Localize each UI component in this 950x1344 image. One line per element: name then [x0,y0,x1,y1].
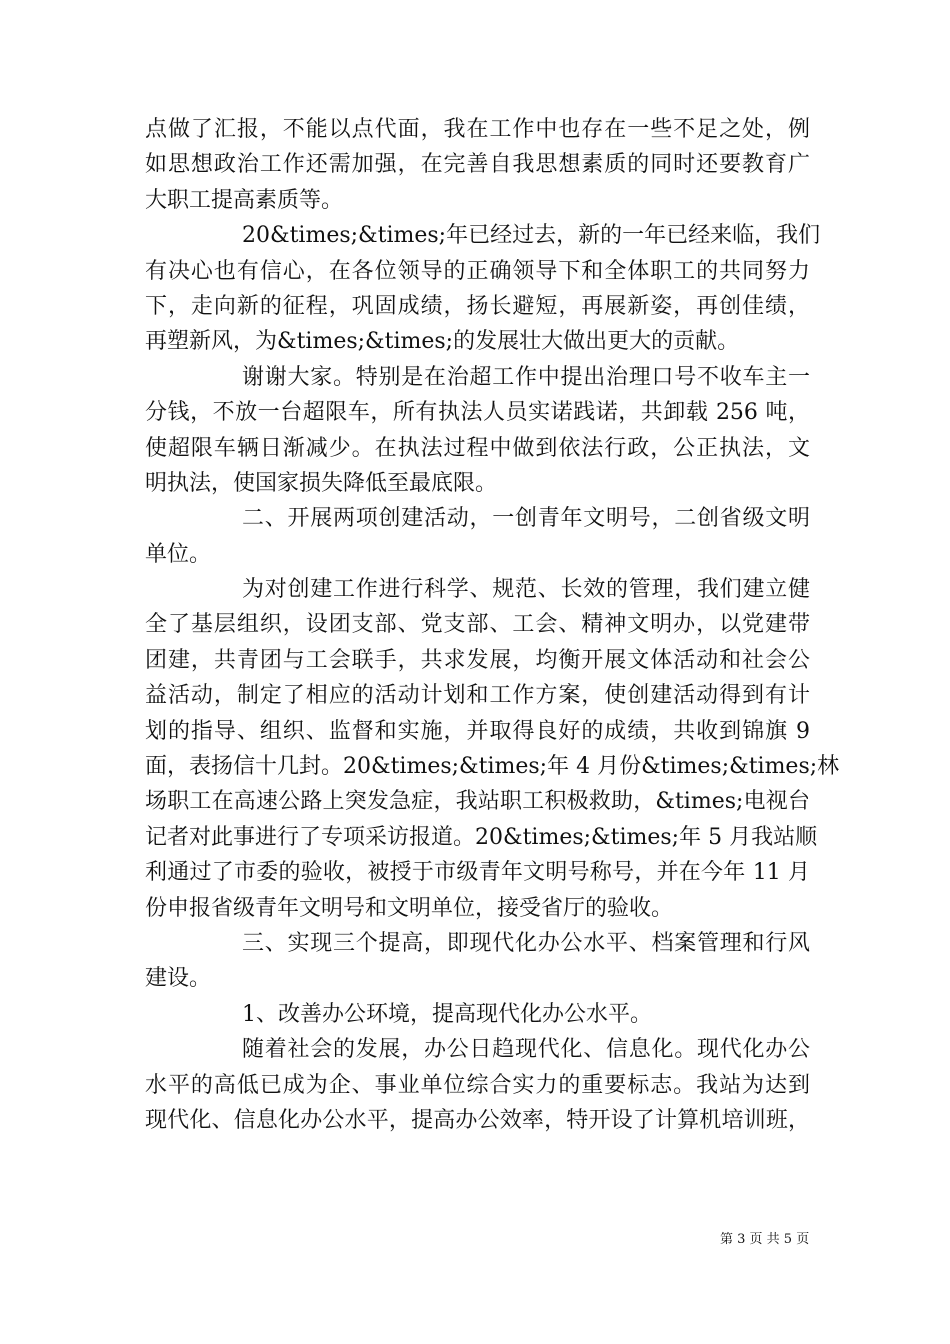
text-line: 明执法，使国家损失降低至最底限。 [145,470,498,496]
text-line: 建设。 [145,966,212,992]
text-line: 份申报省级青年文明号和文明单位，接受省厅的验收。 [145,895,674,921]
text-line: 现代化、信息化办公水平，提高办公效率，特开设了计算机培训班， [145,1107,810,1133]
text-line: 三、实现三个提高，即现代化办公水平、档案管理和行风 [242,930,810,956]
text-line: 利通过了市委的验收，被授于市级青年文明号称号，并在今年 11 月 [145,860,810,886]
page-footer: 第 3 页 共 5 页 [720,1232,810,1247]
text-line: 如思想政治工作还需加强，在完善自我思想素质的同时还要教育广 [145,152,810,178]
text-line: 二、开展两项创建活动，一创青年文明号，二创省级文明 [242,506,810,532]
text-line: 分钱，不放一台超限车，所有执法人员实诺践诺，共卸载 256 吨， [145,400,810,426]
text-line: 谢谢大家。特别是在治超工作中提出治理口号不收车主一 [242,364,810,390]
text-line: 场职工在高速公路上突发急症，我站职工积极救助，&times;电视台 [145,789,810,815]
text-line: 面，表扬信十几封。20&times;&times;年 4 月份&times;&times;林 [145,754,840,780]
text-line: 记者对此事进行了专项采访报道。20&times;&times;年 5 月我站顺 [145,824,818,850]
text-line: 随着社会的发展，办公日趋现代化、信息化。现代化办公 [242,1037,810,1063]
text-line: 全了基层组织，设团支部、党支部、工会、精神文明办，以党建带 [145,612,810,638]
text-line: 划的指导、组织、监督和实施，并取得良好的成绩，共收到锦旗 9 [145,718,810,744]
text-line: 1、改善办公环境，提高现代化办公水平。 [242,1001,652,1027]
document-body [145,112,840,1138]
text-line: 大职工提高素质等。 [145,187,344,213]
text-line: 水平的高低已成为企、事业单位综合实力的重要标志。我站为达到 [145,1072,810,1098]
text-line: 点做了汇报，不能以点代面，我在工作中也存在一些不足之处，例 [145,117,810,142]
text-line: 20&times;&times;年已经过去，新的一年已经来临，我们 [242,223,821,249]
text-line: 有决心也有信心，在各位领导的正确领导下和全体职工的共同努力 [145,258,810,284]
text-line: 再塑新风，为&times;&times;的发展壮大做出更大的贡献。 [145,329,740,355]
text-line: 为对创建工作进行科学、规范、长效的管理，我们建立健 [242,577,810,603]
text-line: 单位。 [145,541,212,567]
text-line: 团建，共青团与工会联手，共求发展，均衡开展文体活动和社会公 [145,647,810,673]
text-line: 使超限车辆日渐减少。在执法过程中做到依法行政，公正执法，文 [145,435,810,461]
text-line: 益活动，制定了相应的活动计划和工作方案，使创建活动得到有计 [145,683,810,709]
text-line: 下，走向新的征程，巩固成绩，扬长避短，再展新姿，再创佳绩， [145,293,810,319]
